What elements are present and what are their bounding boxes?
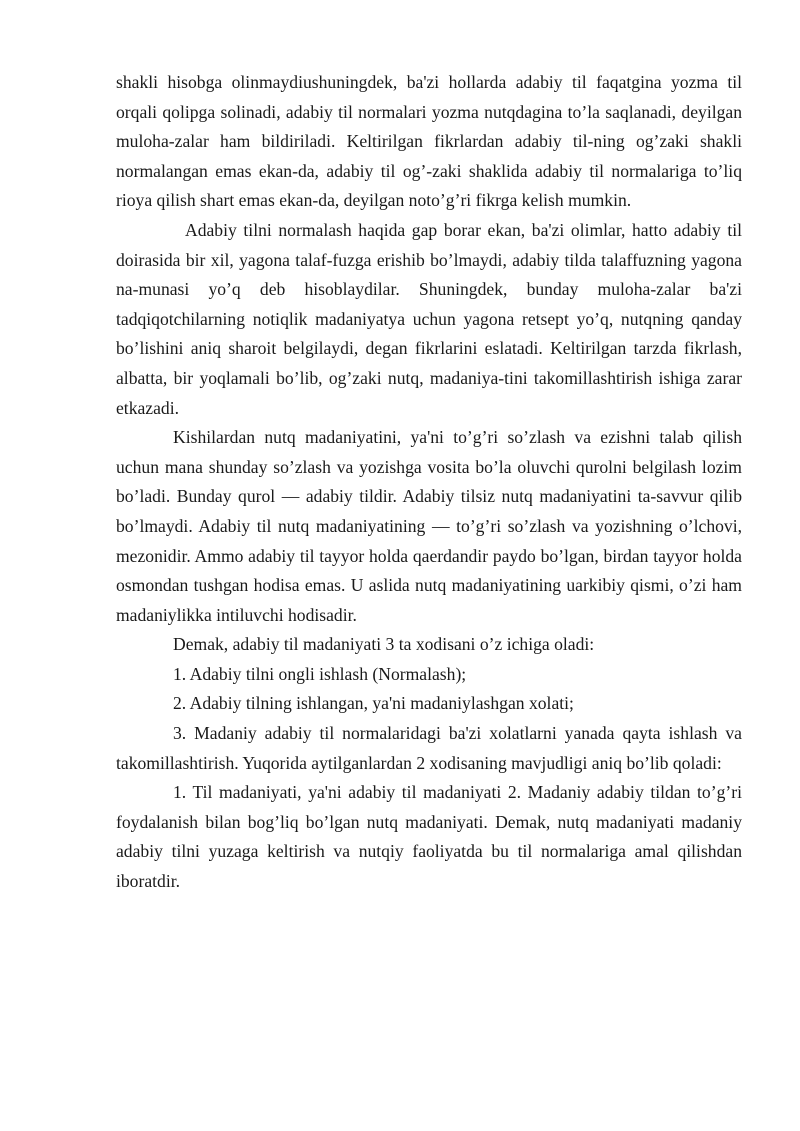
paragraph-4: Demak, adabiy til madaniyati 3 ta xodisani o’z ichiga oladi: <box>173 634 595 655</box>
paragraph-2: Adabiy tilni normalash haqida gap borar ekan, ba'zi olimlar, hatto adabiy til doirasida bir xil, yagona talaf-fuzga erishib bo’lmaydi, adabiy tilda talaffuzning yagona na-munasi yo’q deb hisoblaydilar. Shuningdek, bunday muloha-zalar ba'zi tadqiqotchilarning notiqlik madaniyatya uchun yagona retsept yo’q, nutqning qanday bo’lishini aniq sharoit belgilaydi, degan fikrlarini eslatadi. Keltirilgan tarzda fikrlash, albatta, bir yoqlamali bo’lib, og’zaki nutq, madaniya-tini takomillashtirish ishiga zarar etkazadi. <box>116 219 742 418</box>
paragraph-1: shakli hisobga olinmaydiushuningdek, ba'zi hollarda adabiy til faqatgina yozma til orqali qolipga solinadi, adabiy til normalari yozma nutqdagina to’la saqlanadi, deyilgan muloha-zalar ham bildiriladi. Keltirilgan fikrlardan adabiy til-ning og’zaki shakli normalangan emas ekan-da, adabiy til og’-zaki shaklida adabiy til normalariga to’liq rioya qilish shart emas ekan-da, deyilgan noto’g’ri fikrga kelish mumkin. <box>116 72 742 211</box>
list-item-2: 2. Adabiy tilning ishlangan, ya'ni madaniylashgan xolati; <box>173 693 574 714</box>
list-item-1: 1. Adabiy tilni ongli ishlash (Normalash); <box>173 663 467 684</box>
paragraph-conclusion: 1. Til madaniyati, ya'ni adabiy til madaniyati 2. Madaniy adabiy tildan to’g’ri foydalanish bilan bog’liq bo’lgan nutq madaniyati. Demak, nutq madaniyati madaniy adabiy tilni yuzaga keltirish va nutqiy faoliyatda bu til normalariga amal qilishdan iboratdir. <box>116 782 742 892</box>
document-page <box>116 68 742 897</box>
paragraph-3: Kishilardan nutq madaniyatini, ya'ni to’g’ri so’zlash va ezishni talab qilish uchun mana shunday so’zlash va yozishga vosita bo’la oluvchi qurolni belgilash lozim bo’ladi. Bunday qurol — adabiy tildir. Adabiy tilsiz nutq madaniyatini ta-savvur qilib bo’lmaydi. Adabiy til nutq madaniyatining — to’g’ri so’zlash va yozishning o’lchovi, mezonidir. Ammo adabiy til tayyor holda qaerdandir paydo bo’lgan, birdan tayyor holda osmondan tushgan hodisa emas. U aslida nutq madaniyatining uarkibiy qismi, o’zi ham madaniylikka intiluvchi hodisadir. <box>116 427 742 625</box>
list-item-3: 3. Madaniy adabiy til normalaridagi ba'zi xolatlarni yanada qayta ishlash va takomillashtirish. Yuqorida aytilganlardan 2 xodisaning mavjudligi aniq bo’lib qoladi: <box>116 723 742 773</box>
